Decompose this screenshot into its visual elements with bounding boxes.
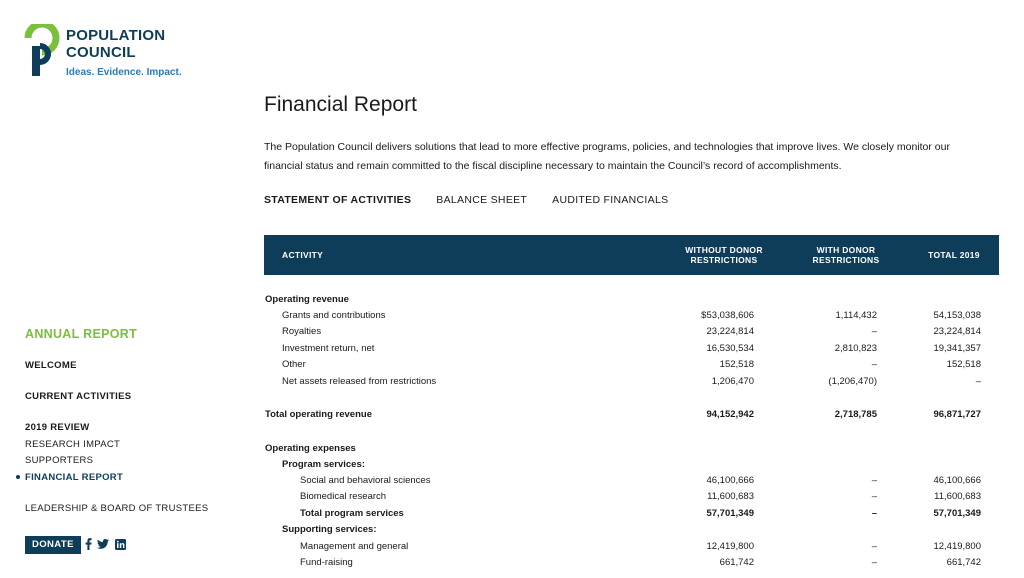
cell-without-restrictions: 11,600,683 <box>707 491 754 502</box>
tab-statement-of-activities[interactable]: STATEMENT OF ACTIVITIES <box>264 194 412 206</box>
table-row <box>264 357 999 373</box>
cell-with-restrictions: 2,810,823 <box>834 343 877 354</box>
sidebar-item-leadership[interactable]: LEADERSHIP & BOARD OF TRUSTEES <box>25 503 209 514</box>
linkedin-icon[interactable] <box>114 537 126 551</box>
population-council-logo[interactable] <box>24 24 194 82</box>
row-label: Total program services <box>300 508 404 519</box>
table-row <box>264 539 999 555</box>
active-indicator-dot <box>16 475 20 479</box>
cell-without-restrictions: 16,530,534 <box>706 343 754 354</box>
report-tabs <box>264 194 668 206</box>
table-row <box>264 292 999 308</box>
cell-total: 96,871,727 <box>933 409 981 420</box>
column-header-activity: ACTIVITY <box>282 250 324 260</box>
cell-without-restrictions: 94,152,942 <box>706 409 754 420</box>
row-label: Investment return, net <box>282 343 375 354</box>
cell-with-restrictions: – <box>871 475 877 486</box>
cell-with-restrictions: (1,206,470) <box>828 376 877 387</box>
facebook-icon[interactable] <box>82 537 94 551</box>
logo-mark-icon <box>24 24 60 78</box>
row-label: Program services: <box>282 459 365 470</box>
cell-total: 12,419,800 <box>933 541 981 552</box>
cell-total: 23,224,814 <box>933 326 981 337</box>
cell-with-restrictions: – <box>871 491 877 502</box>
intro-paragraph: The Population Council delivers solutions that lead to more effective programs, policies, and technologies that improve lives. We closely monitor our financial status and remain committed to the fiscal discipline necessary to maintain the Council’s record of accomplishments. <box>264 141 950 172</box>
cell-without-restrictions: 57,701,349 <box>706 508 754 519</box>
column-header-without-donor-restrictions <box>664 245 784 265</box>
table-row <box>264 324 999 340</box>
page-title: Financial Report <box>264 93 417 116</box>
table-row-total <box>264 506 999 522</box>
sidebar-item-research-impact[interactable]: RESEARCH IMPACT <box>25 439 121 450</box>
row-label: Net assets released from restrictions <box>282 376 437 387</box>
cell-total: 19,341,357 <box>933 343 981 354</box>
row-label: Operating revenue <box>265 294 349 305</box>
cell-without-restrictions: 23,224,814 <box>706 326 754 337</box>
table-row <box>264 555 999 571</box>
cell-with-restrictions: 2,718,785 <box>834 409 877 420</box>
cell-total: 54,153,038 <box>933 310 981 321</box>
cell-without-restrictions: $53,038,606 <box>701 310 754 321</box>
sidebar-item-welcome[interactable]: WELCOME <box>25 360 77 371</box>
cell-without-restrictions: 661,742 <box>719 557 754 568</box>
table-header <box>264 235 999 275</box>
row-label: Royalties <box>282 326 322 337</box>
sidebar-item-financial-report[interactable]: FINANCIAL REPORT <box>25 472 124 483</box>
row-label: Social and behavioral sciences <box>300 475 431 486</box>
row-label: Total operating revenue <box>265 409 372 420</box>
table-row <box>264 522 999 538</box>
column-header-without-line1: WITHOUT DONOR <box>685 245 763 255</box>
table-row <box>264 473 999 489</box>
table-row <box>264 374 999 390</box>
tab-balance-sheet[interactable]: BALANCE SHEET <box>436 194 528 206</box>
cell-total: 57,701,349 <box>933 508 981 519</box>
cell-without-restrictions: 152,518 <box>719 359 754 370</box>
row-label: Operating expenses <box>265 443 356 454</box>
column-header-with-line1: WITH DONOR <box>816 245 876 255</box>
table-row <box>264 441 999 457</box>
cell-total: 661,742 <box>946 557 981 568</box>
donate-button[interactable]: DONATE <box>25 536 81 554</box>
column-header-total-2019: TOTAL 2019 <box>928 250 980 260</box>
cell-total: – <box>975 376 981 387</box>
sidebar-item-supporters[interactable]: SUPPORTERS <box>25 455 94 466</box>
logo-tagline: Ideas. Evidence. Impact. <box>66 67 182 78</box>
sidebar-item-2019-review[interactable]: 2019 REVIEW <box>25 422 90 433</box>
cell-without-restrictions: 12,419,800 <box>706 541 754 552</box>
sidebar-heading-annual-report[interactable]: ANNUAL REPORT <box>25 327 138 341</box>
logo-text-council: COUNCIL <box>66 44 136 61</box>
row-label: Fund-raising <box>300 557 353 568</box>
sidebar-item-current-activities[interactable]: CURRENT ACTIVITIES <box>25 391 132 402</box>
table-row <box>264 308 999 324</box>
logo-text-population: POPULATION <box>66 27 166 44</box>
tab-audited-financials[interactable]: AUDITED FINANCIALS <box>552 194 669 206</box>
cell-with-restrictions: – <box>871 326 877 337</box>
cell-total: 46,100,666 <box>933 475 981 486</box>
cell-without-restrictions: 46,100,666 <box>706 475 754 486</box>
cell-total: 11,600,683 <box>934 491 981 502</box>
row-label: Management and general <box>300 541 409 552</box>
cell-with-restrictions: 1,114,432 <box>835 310 877 321</box>
cell-with-restrictions: – <box>871 359 877 370</box>
column-header-with-line2: RESTRICTIONS <box>812 255 880 265</box>
row-label: Grants and contributions <box>282 310 386 321</box>
cell-total: 152,518 <box>946 359 981 370</box>
table-row <box>264 489 999 505</box>
twitter-icon[interactable] <box>97 537 109 551</box>
financial-table-body <box>264 275 999 578</box>
cell-with-restrictions: – <box>871 541 877 552</box>
column-header-with-donor-restrictions <box>786 245 906 265</box>
column-header-without-line2: RESTRICTIONS <box>690 255 758 265</box>
table-row-total <box>264 407 999 423</box>
row-label: Supporting services: <box>282 524 377 535</box>
cell-without-restrictions: 1,206,470 <box>711 376 754 387</box>
table-row <box>264 457 999 473</box>
table-row <box>264 341 999 357</box>
cell-with-restrictions: – <box>871 508 877 519</box>
row-label: Biomedical research <box>300 491 387 502</box>
row-label: Other <box>282 359 306 370</box>
cell-with-restrictions: – <box>871 557 877 568</box>
